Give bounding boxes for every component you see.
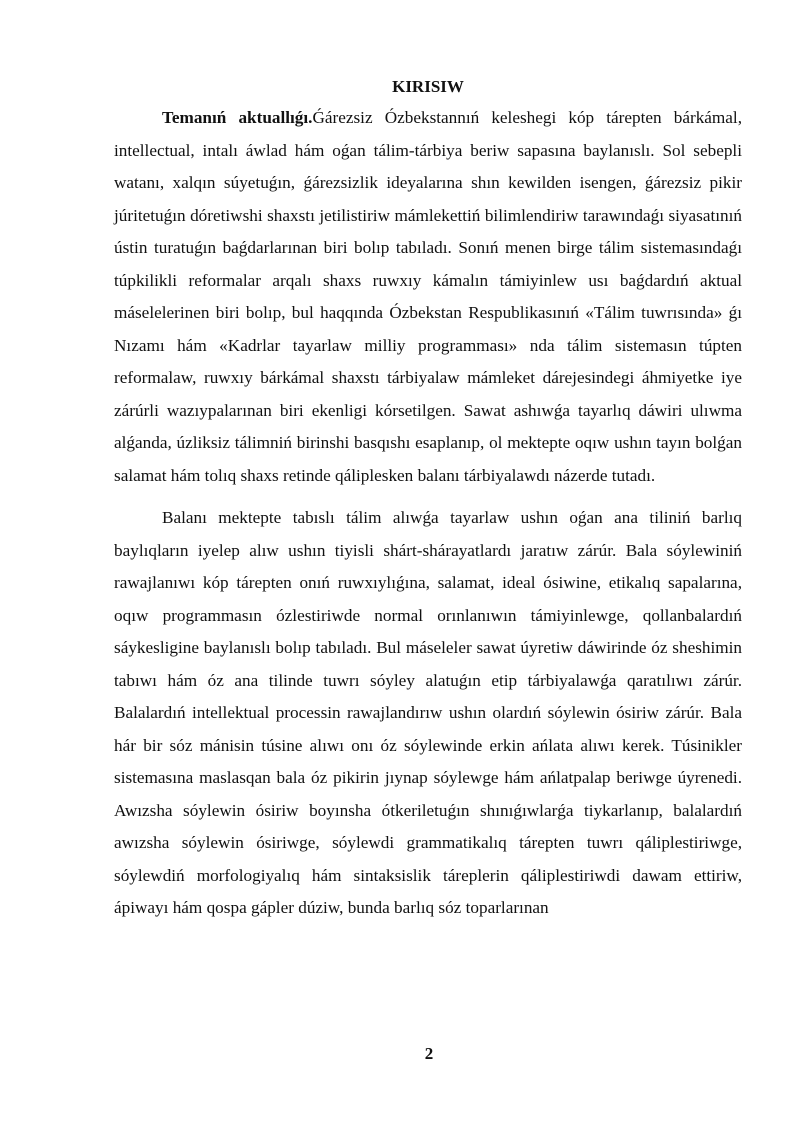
document-page: [114, 74, 742, 925]
page-number: 2: [424, 1044, 434, 1063]
paragraph-speech-development: Balanı mektepte tabıslı tálim alıwǵa tayarlaw ushın oǵan ana tiliniń barlıq baylıqların iyelep alıw ushın tiyisli shárt-shárayatlardı jaratıw zárúr. Bala sóylewiniń rawajlanıwı kóp tárepten onıń ruwxıylıǵına, salamat, ideal ósiwine, etikalıq sapalarına, oqıw programmasın ózlestiriwde normal orınlanıwın támiyinlewge, qollanbalardıń sáykesligine baylanıslı bolıp tabıladı. Bul máseleler sawat úyretiw dáwirinde óz sheshimin tabıwı hám óz ana tilinde tuwrı sóyley alatuǵın etip tárbiyalawǵa qaratılıwı zárúr. Balalardıń intellektual processin rawajlandırıw ushın olardıń sóylewin ósiriw zárúr. Bala hár bir sóz mánisin túsine alıwı onı óz sóylewinde erkin ańlata alıwı kerek. Túsinikler sistemasına maslasqan bala óz pikirin jıynap sóylewge hám ańlatpalap beriwge úyrenedi. Awızsha sóylewin ósiriw boyınsha ótkeriletuǵın shınıǵıwlarǵa tiykarlanıp, balalardıń awızsha sóylewin ósiriwge, sóylewdi grammatikalıq tárepten tuwrı qáliplestiriwge, sóylewdiń morfologiyalıq hám sintaksislik táreplerin qáliplestiriwdi dawam ettiriw, ápiwayı hám qospa gápler dúziw, bunda barlıq sóz toparlarınan: [114, 508, 742, 917]
section-title: KIRISIW: [392, 77, 464, 96]
paragraph-relevance: [114, 102, 742, 492]
relevance-heading: Temanıń aktuallıǵı.: [162, 108, 313, 127]
paragraph-relevance-text: Ǵárezsiz Ózbekstannıń keleshegi kóp tárepten bárkámal, intellectual, intalı áwlad hám oǵan tálim-tárbiya beriw sapasına baylanıslı. Sol sebepli watanı, xalqın súyetuǵın, ǵárezsizlik ideyalarına shın kewilden isengen, ǵárezsiz pikir júritetuǵın dóretiwshi shaxstı jetilistiriw mámlekettiń bilimlendiriw tarawındaǵı siyasatınıń ústin turatuǵın baǵdarlarınan biri bolıp tabıladı. Sonıń menen birge tálim sistemasındaǵı túpkilikli reformalar arqalı shaxs ruwxıy kámalın támiyinlew usı baǵdardıń aktual máselelerinen biri bolıp, bul haqqında Ózbekstan Respublikasınıń «Tálim tuwrısında» ǵı Nızamı hám «Kadrlar tayarlaw milliy programması» nda tálim sistemasın túpten reformalaw, ruwxıy bárkámal shaxstı tárbiyalaw mámleket dárejesindegi áhmiyetke iye zárúrli wazıypalarınan biri ekenligi kórsetilgen. Sawat ashıwǵa tayarlıq dáwiri ulıwma alǵanda, úzliksiz tálimniń birinshi basqıshı esaplanıp, ol mektepte oqıw ushın tayın bolǵan salamat hám tolıq shaxs retinde qáliplesken balanı tárbiyalawdı názerde tutadı.: [114, 108, 742, 485]
